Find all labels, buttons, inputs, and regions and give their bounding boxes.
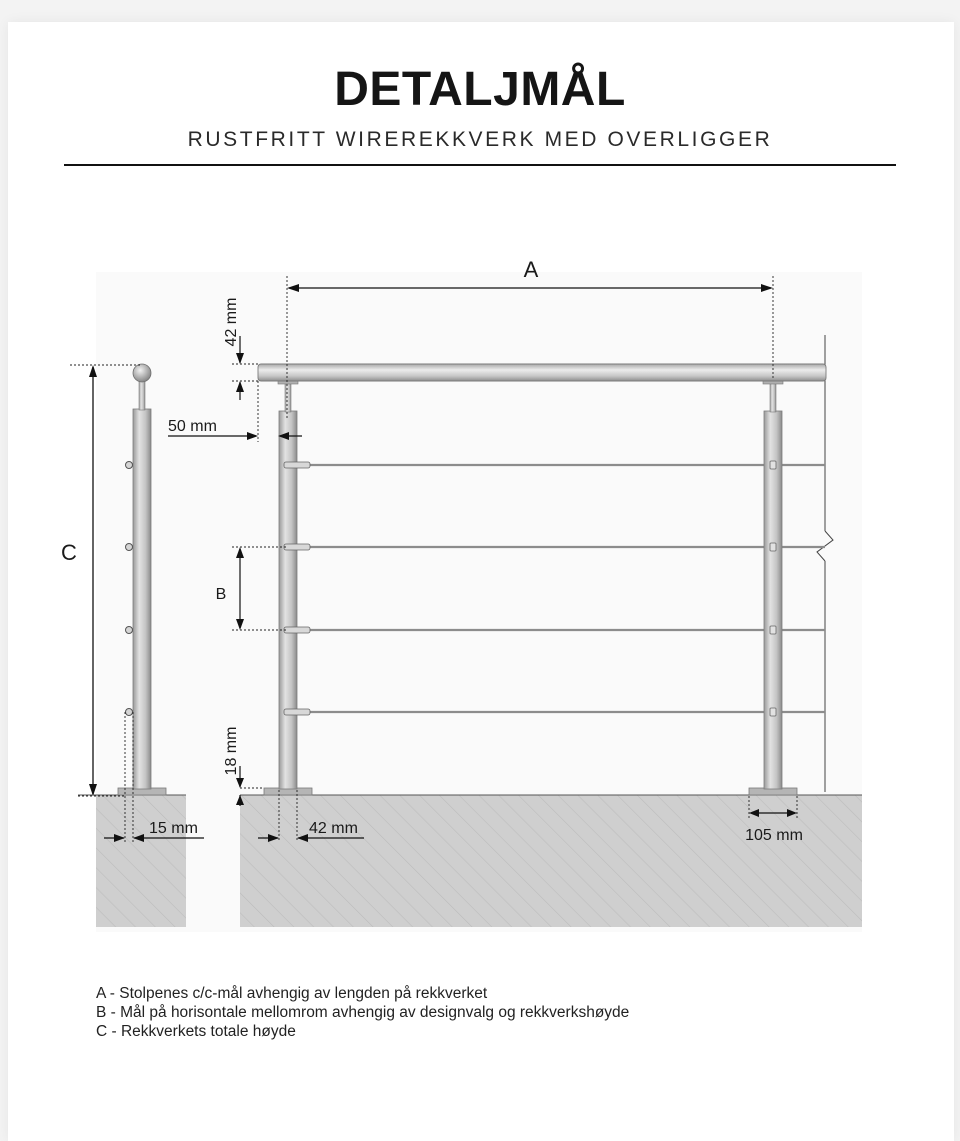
wire-holder [126, 462, 133, 469]
label-a: A [523, 257, 539, 282]
label-handrail-height: 42 mm [223, 297, 240, 347]
label-post-width: 42 mm [309, 820, 358, 837]
wire-holder [126, 627, 133, 634]
legend-line-b: B - Mål på horisontale mellomrom avhengig av designvalg og rekkverkshøyde [96, 1004, 630, 1021]
wire-tensioner [284, 709, 310, 715]
wire-tensioner [284, 627, 310, 633]
legend-line-a: A - Stolpenes c/c-mål avhengig av lengden på rekkverket [96, 985, 488, 1002]
label-side-offset: 15 mm [149, 820, 198, 837]
label-c: C [61, 540, 77, 565]
wire-tensioner [284, 544, 310, 550]
legend [96, 984, 629, 1041]
label-base-plate: 105 mm [745, 827, 803, 844]
ball-cap [133, 364, 151, 382]
legend-line-c: C - Rekkverkets totale høyde [96, 1023, 296, 1040]
wire-tensioner [284, 462, 310, 468]
page-subtitle: RUSTFRITT WIREREKKVERK MED OVERLIGGER [187, 128, 773, 151]
label-b: B [215, 586, 227, 603]
front-floor [240, 795, 862, 927]
wire-holder [126, 709, 133, 716]
label-bottom-gap: 18 mm [223, 726, 240, 776]
handrail [258, 364, 826, 381]
wire-holder [126, 544, 133, 551]
side-post [133, 409, 151, 789]
label-post-offset: 50 mm [168, 418, 217, 435]
page-title: DETALJMÅL [334, 63, 626, 116]
side-floor [96, 795, 186, 927]
